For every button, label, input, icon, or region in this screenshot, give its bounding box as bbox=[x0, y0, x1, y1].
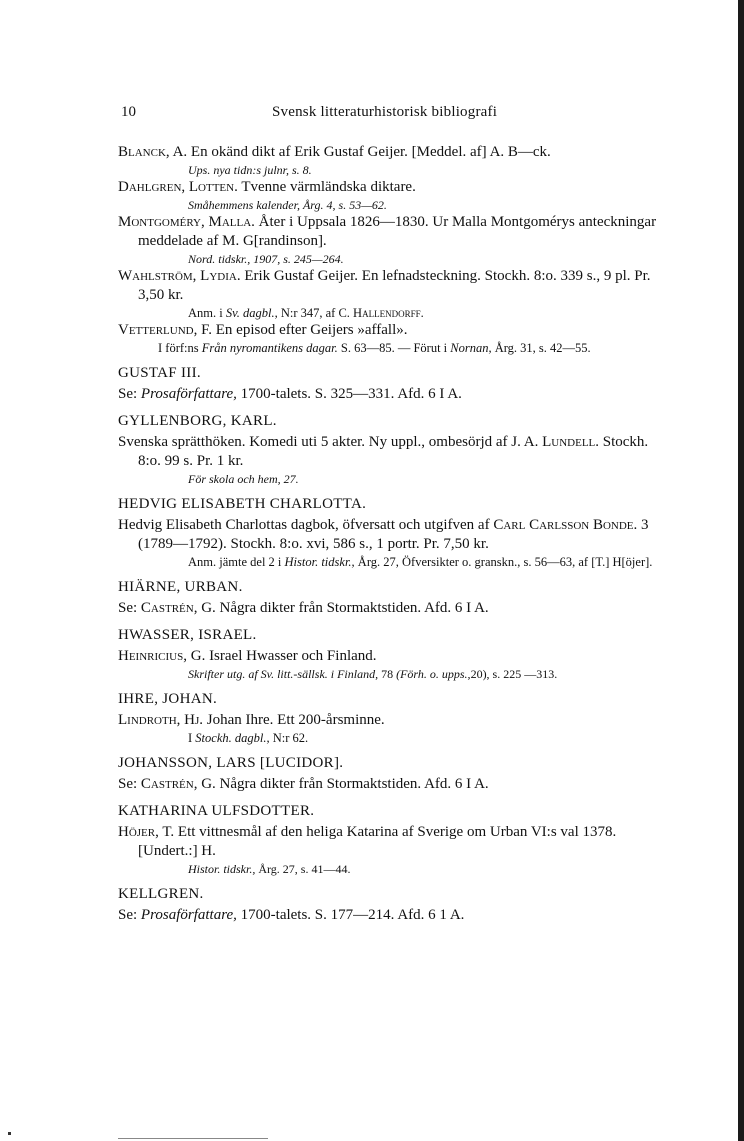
entry-author: Blanck, A. bbox=[118, 144, 188, 160]
heading-katharina: KATHARINA ULFSDOTTER. bbox=[118, 803, 315, 819]
entry-editor: Carl Carlsson Bonde. bbox=[493, 517, 638, 533]
entry-source bbox=[118, 667, 658, 682]
entry-author: Heinricius, bbox=[118, 648, 187, 664]
entry-text: En episod efter Geijers »affall». bbox=[215, 322, 408, 338]
entry-text: Ett vittnesmål af den heliga Katarina af Sverige om Urban VI:s val 1378. [Undert.:] H. bbox=[138, 824, 617, 859]
entry-text-2: Stockh. 8:o. 99 s. Pr. 1 kr. bbox=[138, 434, 649, 469]
entry-hedvig bbox=[118, 516, 658, 554]
heading-gustaf: GUSTAF III. bbox=[118, 365, 201, 381]
see-prefix: Se: bbox=[118, 386, 138, 402]
note-rest: N:r 62. bbox=[272, 731, 309, 745]
heading-hjarne: HIÄRNE, URBAN. bbox=[118, 579, 243, 595]
note-journal: Sv. dagbl., bbox=[225, 306, 278, 320]
entry-author: Wahlström, Lydia. bbox=[118, 268, 241, 284]
entry-gyllenborg bbox=[118, 433, 658, 471]
entry-text: En okänd dikt af Erik Gustaf Geijer. [Meddel. af] A. B—ck. bbox=[190, 144, 551, 160]
entry-ihre bbox=[118, 711, 658, 730]
see-rest: G. Några dikter från Stormaktstiden. Afd. 6 I A. bbox=[201, 600, 489, 616]
entry-text-2: 3 (1789—1792). Stockh. 8:o. xvi, 586 s., 1 portr. Pr. 7,50 kr. bbox=[138, 517, 649, 552]
see-title: Prosaförfattare, bbox=[140, 907, 237, 923]
note-journal: Från nyromantikens dagar. bbox=[201, 341, 338, 355]
footer-rule bbox=[118, 1138, 268, 1139]
heading-ihre: IHRE, JOHAN. bbox=[118, 691, 218, 707]
entry-text: G. Israel Hwasser och Finland. bbox=[190, 648, 377, 664]
note-rest: Årg. 27, Öfversikter o. granskn., s. 56—63, af [T.] H[öjer]. bbox=[357, 555, 653, 569]
source-series: (Förh. o. upps., bbox=[396, 667, 471, 681]
heading-hedvig: HEDVIG ELISABETH CHARLOTTA. bbox=[118, 496, 367, 512]
note-journal-2: Nornan, bbox=[450, 341, 492, 355]
entry-text: Johan Ihre. Ett 200-årsminne. bbox=[206, 712, 385, 728]
see-author: Castrén, bbox=[140, 600, 198, 616]
page-number: 10 bbox=[121, 104, 136, 120]
note-rest-2: Årg. 31, s. 42—55. bbox=[494, 341, 591, 355]
see-rest: 1700-talets. S. 325—331. Afd. 6 I A. bbox=[240, 386, 462, 402]
source-pages: Årg. 27, s. 41—44. bbox=[258, 862, 351, 876]
entry-text: Erik Gustaf Geijer. En lefnadsteckning. Stockh. 8:o. 339 s., 9 pl. Pr. 3,50 kr. bbox=[138, 268, 651, 303]
entry-blanck bbox=[118, 143, 658, 162]
note-rest: S. 63—85. — Förut i bbox=[340, 341, 448, 355]
note-journal: Stockh. dagbl., bbox=[195, 731, 270, 745]
see-rest: G. Några dikter från Stormaktstiden. Afd. 6 I A. bbox=[201, 776, 489, 792]
entry-source: Ups. nya tidn:s julnr, s. 8. bbox=[188, 163, 312, 177]
entry-wahlstrom bbox=[118, 267, 658, 305]
entry-review-note bbox=[118, 306, 658, 321]
see-prefix: Se: bbox=[118, 600, 138, 616]
note-prefix: I förf:ns bbox=[158, 341, 199, 355]
entry-source: Småhemmens kalender, Årg. 4, s. 53—62. bbox=[188, 198, 387, 212]
heading-johansson: JOHANSSON, LARS [LUCIDOR]. bbox=[118, 755, 344, 771]
running-header bbox=[118, 104, 658, 126]
heading-kellgren: KELLGREN. bbox=[118, 886, 204, 902]
entry-source: För skola och hem, 27. bbox=[188, 472, 299, 486]
see-reference bbox=[118, 385, 658, 404]
note-prefix: Anm. i bbox=[188, 306, 223, 320]
see-reference bbox=[118, 906, 658, 925]
source-pages: 20), s. 225 —313. bbox=[470, 667, 558, 681]
see-rest: 1700-talets. S. 177—214. Afd. 6 1 A. bbox=[240, 907, 465, 923]
entry-hwasser bbox=[118, 647, 658, 666]
entry-katharina bbox=[118, 823, 658, 861]
note-author: Hallendorff. bbox=[353, 306, 424, 320]
note-prefix: I bbox=[188, 731, 193, 745]
note-prefix: Anm. jämte del 2 i bbox=[188, 555, 282, 569]
entry-text: Hedvig Elisabeth Charlottas dagbok, öfversatt och utgifven af bbox=[118, 517, 490, 533]
heading-gyllenborg: GYLLENBORG, KARL. bbox=[118, 413, 277, 429]
scan-speck bbox=[8, 1132, 11, 1135]
running-title: Svensk litteraturhistorisk bibliografi bbox=[272, 104, 498, 120]
entry-author: Vetterlund, F. bbox=[118, 322, 212, 338]
see-prefix: Se: bbox=[118, 776, 138, 792]
page-edge-shadow bbox=[738, 0, 744, 1141]
entry-text: Tvenne värmländska diktare. bbox=[241, 179, 416, 195]
see-reference bbox=[118, 599, 658, 618]
see-author: Castrén, bbox=[140, 776, 198, 792]
see-title: Prosaförfattare, bbox=[140, 386, 237, 402]
entry-source bbox=[118, 862, 658, 877]
see-prefix: Se: bbox=[118, 907, 138, 923]
entry-text: Åter i Uppsala 1826—1830. Ur Malla Montgomérys anteckningar meddelade af M. G[randinson]. bbox=[138, 214, 657, 249]
note-rest: N:r 347, af C. bbox=[280, 306, 350, 320]
entry-note bbox=[118, 731, 658, 746]
entry-author: Lindroth, Hj. bbox=[118, 712, 204, 728]
entry-vetterlund bbox=[118, 321, 658, 340]
entry-dahlgren bbox=[118, 178, 658, 197]
source-journal: Skrifter utg. af Sv. litt.-sällsk. i Finland, bbox=[188, 667, 379, 681]
heading-hwasser: HWASSER, ISRAEL. bbox=[118, 627, 257, 643]
note-journal: Histor. tidskr., bbox=[284, 555, 355, 569]
entry-author: Höjer, T. bbox=[118, 824, 175, 840]
entry-source: Nord. tidskr., 1907, s. 245—264. bbox=[188, 252, 344, 266]
entry-text: Svenska sprätthöken. Komedi uti 5 akter. Ny uppl., ombesörjd af J. A. bbox=[118, 434, 539, 450]
bibliography-body bbox=[118, 143, 658, 925]
see-reference bbox=[118, 775, 658, 794]
entry-montgomery bbox=[118, 213, 658, 251]
entry-author: Dahlgren, Lotten. bbox=[118, 179, 238, 195]
entry-note bbox=[138, 341, 658, 356]
entry-editor: Lundell. bbox=[542, 434, 600, 450]
entry-review-note bbox=[168, 555, 658, 570]
source-journal: Histor. tidskr., bbox=[188, 862, 256, 876]
entry-author: Montgoméry, Malla. bbox=[118, 214, 255, 230]
source-volume: 78 bbox=[381, 667, 394, 681]
